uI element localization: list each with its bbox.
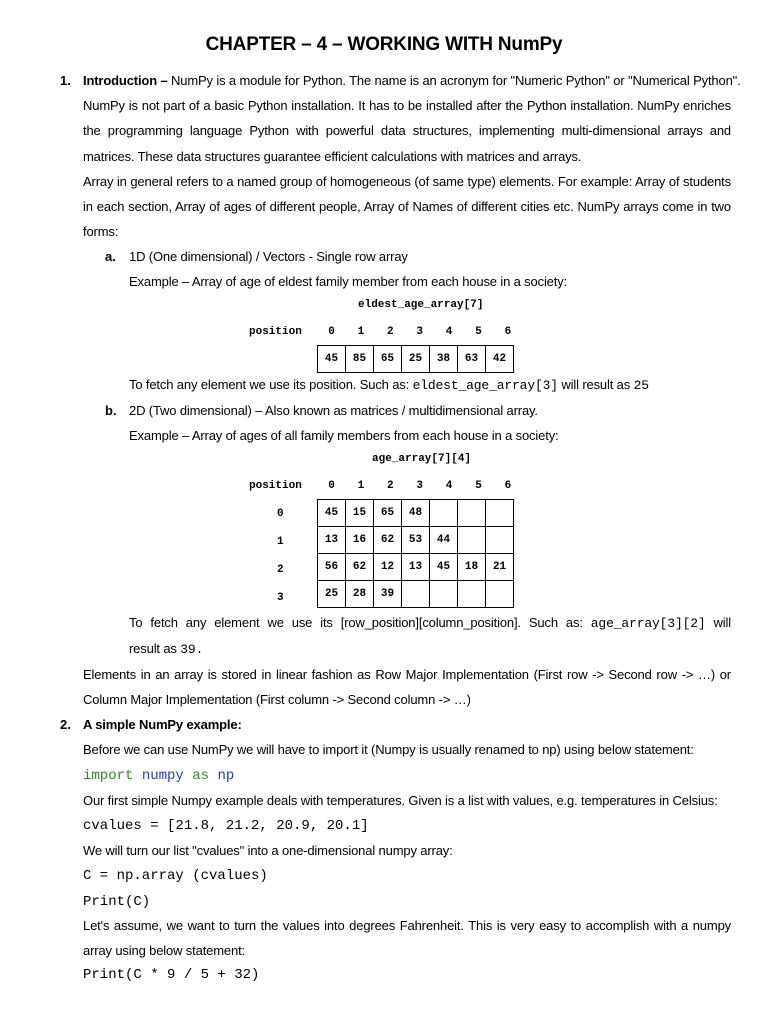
array-2d-cell: 18 bbox=[458, 554, 486, 581]
section-1-heading: Introduction – bbox=[83, 73, 168, 88]
code-import-module: numpy bbox=[141, 768, 184, 784]
item-a-fetch-code: eldest_age_array[3] bbox=[412, 378, 558, 393]
code-np-array: C = np.array (cvalues) bbox=[83, 868, 268, 884]
array-2d-cell: 56 bbox=[318, 554, 346, 581]
section-1-line-5: Array in general refers to a named group of homogeneous (of same type) elements. For example: Array of students bbox=[83, 174, 731, 189]
item-a-example: Example – Array of age of eldest family member from each house in a society: bbox=[129, 274, 568, 289]
array-2d-cell: 13 bbox=[402, 554, 430, 581]
array-1d-cell: 65 bbox=[374, 346, 402, 373]
section-1-line-1-text: NumPy is a module for Python. The name is an acronym for "Numeric Python" or "Numerical Python". bbox=[171, 73, 741, 88]
array-2d-position-label: position bbox=[249, 480, 302, 492]
array-2d-row bbox=[318, 500, 514, 527]
array-2d-cell: 21 bbox=[486, 554, 514, 581]
array-2d-row bbox=[318, 581, 514, 608]
array-2d-cell: 48 bbox=[402, 500, 430, 527]
array-1d-position: 4 bbox=[445, 326, 453, 338]
array-2d-cell: 39 bbox=[374, 581, 402, 608]
item-b-text: 2D (Two dimensional) – Also known as matrices / multidimensional array. bbox=[129, 403, 538, 418]
array-2d-row-position: 0 bbox=[277, 508, 284, 520]
item-b-fetch-line-1 bbox=[129, 615, 731, 632]
array-1d-position: 6 bbox=[504, 326, 512, 338]
array-2d-cell: 62 bbox=[374, 527, 402, 554]
major-line-1: Elements in an array is stored in linear fashion as Row Major Implementation (First row -> Second row -> …) or bbox=[83, 667, 731, 682]
array-2d-column-position: 5 bbox=[475, 480, 482, 492]
item-a-text: 1D (One dimensional) / Vectors - Single row array bbox=[129, 249, 408, 264]
array-2d-column-position: 0 bbox=[328, 480, 335, 492]
array-2d-name: age_array[7][4] bbox=[372, 453, 472, 465]
array-2d-cell: 45 bbox=[430, 554, 458, 581]
array-2d-cell: 45 bbox=[318, 500, 346, 527]
section-1-line-4: matrices. These data structures guarantee efficient calculations with matrices and arrays. bbox=[83, 149, 582, 164]
section-1-number: 1. bbox=[60, 73, 71, 88]
section-1-line-2: NumPy is not part of a basic Python installation. It has to be installed after the Python installation. NumPy enriches bbox=[83, 98, 731, 113]
array-2d-cell bbox=[458, 527, 486, 554]
array-2d-table bbox=[317, 499, 514, 608]
array-2d-column-position: 1 bbox=[357, 480, 365, 492]
array-2d-column-position: 3 bbox=[416, 480, 423, 492]
array-1d-cell: 45 bbox=[318, 346, 346, 373]
array-2d-cell: 28 bbox=[346, 581, 374, 608]
array-2d-cell bbox=[486, 500, 514, 527]
array-1d-position: 5 bbox=[475, 326, 482, 338]
array-1d-cell: 85 bbox=[346, 346, 374, 373]
code-cvalues: cvalues = [21.8, 21.2, 20.9, 20.1] bbox=[83, 818, 369, 834]
array-1d-table bbox=[317, 345, 514, 373]
item-a-fetch bbox=[129, 377, 649, 394]
section-2-para-4a: Let's assume, we want to turn the values into degrees Fahrenheit. This is very easy to accomplish with a numpy bbox=[83, 918, 731, 933]
item-b-example: Example – Array of ages of all family members from each house in a society: bbox=[129, 428, 559, 443]
item-a-label: a. bbox=[105, 249, 116, 264]
array-1d-position: 0 bbox=[328, 326, 335, 338]
item-b-fetch-code: age_array[3][2] bbox=[590, 616, 706, 631]
item-b-fetch-text: To fetch any element we use its [row_position][column_position]. Such as: bbox=[129, 615, 583, 630]
section-2-heading: A simple NumPy example: bbox=[83, 717, 242, 732]
array-2d-cell: 25 bbox=[318, 581, 346, 608]
array-1d-position: 3 bbox=[416, 326, 423, 338]
code-import-alias: np bbox=[217, 768, 235, 784]
array-1d-position: 1 bbox=[357, 326, 365, 338]
array-2d-cell bbox=[458, 581, 486, 608]
code-print-fahrenheit: Print(C * 9 / 5 + 32) bbox=[83, 967, 260, 983]
item-a-fetch-pre: To fetch any element we use its position. Such as: bbox=[129, 377, 413, 392]
item-b-label: b. bbox=[105, 403, 117, 418]
section-2-number: 2. bbox=[60, 717, 71, 732]
item-a-fetch-mid: will result as bbox=[557, 377, 634, 392]
code-import-as: as bbox=[192, 768, 210, 784]
array-2d-row-position: 1 bbox=[277, 536, 284, 548]
array-2d-cell: 13 bbox=[318, 527, 346, 554]
section-1-line-7: forms: bbox=[83, 224, 119, 239]
code-print-c: Print(C) bbox=[83, 894, 151, 910]
section-1-line-1 bbox=[83, 73, 741, 89]
array-2d-cell bbox=[430, 500, 458, 527]
array-2d-cell: 65 bbox=[374, 500, 402, 527]
page-title: CHAPTER – 4 – WORKING WITH NumPy bbox=[205, 34, 563, 55]
array-2d-column-position: 2 bbox=[386, 480, 394, 492]
array-1d-row bbox=[318, 346, 514, 373]
code-import-keyword: import bbox=[83, 768, 134, 784]
section-2-para-4b: array using below statement: bbox=[83, 943, 245, 958]
array-2d-column-position: 6 bbox=[504, 480, 512, 492]
array-1d-cell: 25 bbox=[402, 346, 430, 373]
array-2d-cell bbox=[486, 527, 514, 554]
section-2-para-1: Before we can use NumPy we will have to import it (Numpy is usually renamed to np) using below statement: bbox=[83, 742, 694, 757]
array-1d-position: 2 bbox=[386, 326, 394, 338]
item-a-fetch-result: 25 bbox=[633, 378, 649, 393]
item-b-fetch-will: will bbox=[713, 615, 731, 630]
section-2-para-3: We will turn our list "cvalues" into a one-dimensional numpy array: bbox=[83, 843, 453, 858]
array-2d-column-position: 4 bbox=[445, 480, 453, 492]
array-1d-name: eldest_age_array[7] bbox=[358, 299, 484, 311]
array-2d-cell: 12 bbox=[374, 554, 402, 581]
array-2d-row-position: 2 bbox=[277, 564, 284, 576]
item-b-fetch-line-2 bbox=[129, 641, 203, 658]
section-1-line-3: the programming language Python with powerful data structures, implementing multi-dimensional arrays and bbox=[83, 123, 731, 138]
section-1-line-6: in each section, Array of ages of different people, Array of Names of different cities etc. NumPy arrays come in two bbox=[83, 199, 731, 214]
array-1d-position-label: position bbox=[249, 326, 302, 338]
array-2d-cell: 16 bbox=[346, 527, 374, 554]
item-b-fetch-result: 39. bbox=[180, 642, 204, 657]
major-line-2: Column Major Implementation (First column -> Second column -> …) bbox=[83, 692, 471, 707]
array-1d-cell: 42 bbox=[486, 346, 514, 373]
array-2d-cell bbox=[486, 581, 514, 608]
array-2d-cell: 53 bbox=[402, 527, 430, 554]
array-1d-cell: 38 bbox=[430, 346, 458, 373]
code-import bbox=[83, 768, 234, 784]
array-2d-row bbox=[318, 554, 514, 581]
array-2d-cell bbox=[430, 581, 458, 608]
item-b-fetch-pre: result as bbox=[129, 641, 181, 656]
array-2d-cell bbox=[458, 500, 486, 527]
array-2d-cell: 15 bbox=[346, 500, 374, 527]
array-2d-cell: 62 bbox=[346, 554, 374, 581]
array-2d-cell bbox=[402, 581, 430, 608]
array-2d-row bbox=[318, 527, 514, 554]
section-2-para-2: Our first simple Numpy example deals with temperatures. Given is a list with values, e.g. temperatures in Celsius: bbox=[83, 793, 718, 808]
array-2d-cell: 44 bbox=[430, 527, 458, 554]
array-2d-row-position: 3 bbox=[277, 592, 284, 604]
array-1d-cell: 63 bbox=[458, 346, 486, 373]
